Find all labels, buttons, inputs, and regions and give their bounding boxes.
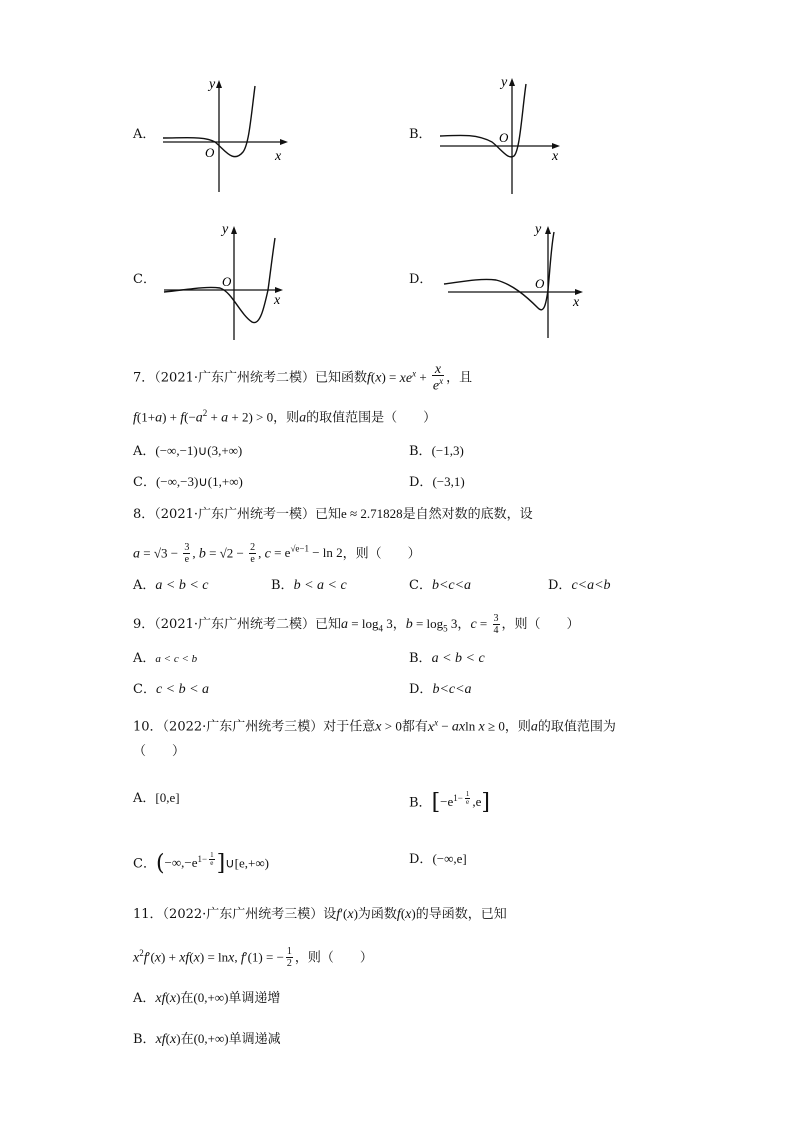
question-9-option-c[interactable]: C．c < b < a <box>133 682 210 697</box>
question-9-stem: 9．（2021·广东广州统考二模）已知$a = \log_4 3$，$b = \log_5 3$，c = $\frac{3}{4}$ ，则（ ） <box>133 613 580 636</box>
question-8-option-d[interactable]: D．c<a<b <box>548 578 611 593</box>
question-9-option-a[interactable]: A．a < c < b <box>133 651 198 666</box>
question-7-condition: $f(1+a) + f(-a^2 + a + 2) > 0$，则a的取值范围是（ ） <box>133 408 437 426</box>
option-d-label: D． <box>409 272 433 287</box>
graph-option-c <box>160 218 295 343</box>
question-8-definitions: a = √3 − $\frac{3}{e}$ , b = √2 − $\frac{2}{e}$ , $c = e^{√e-1} - \ln 2$，则（ ） <box>133 542 421 566</box>
question-9-option-d[interactable]: D．b<c<a <box>409 682 472 697</box>
question-11-stem: 11．（2022·广东广州统考三模）设f′(x)为函数f(x)的导函数，已知 <box>133 906 507 922</box>
question-11-condition: $x^2f'(x) + xf(x) = \ln x$, f′(1) = − $\frac{1}{2}$ ，则（ ） <box>133 946 373 970</box>
question-10-option-a[interactable]: A．[0,e] <box>133 790 180 806</box>
option-b-label: B． <box>409 127 432 142</box>
question-7-option-c[interactable]: C．(−∞,−3)∪(1,+∞) <box>133 474 243 490</box>
question-11-option-a[interactable]: A．xf(x)在(0,+∞)单调递增 <box>133 990 281 1006</box>
x-axis-label: x <box>552 149 559 164</box>
question-7-stem: 7．（2021·广东广州统考二模）已知函数$f(x) = xe^x$ + $\frac{x}{e^x}$ ，且 <box>133 362 473 394</box>
question-11-option-b[interactable]: B．xf(x)在(0,+∞)单调递减 <box>133 1031 281 1047</box>
question-8-stem: 8．（2021·广东广州统考一模）已知e ≈ 2.71828是自然对数的底数，设 <box>133 506 533 522</box>
question-10-paren: （ ） <box>133 744 186 759</box>
origin-label: O <box>205 145 215 160</box>
question-8-option-a[interactable]: A．a < b < c <box>133 578 209 593</box>
question-7-option-b[interactable]: B．(−1,3) <box>409 443 464 459</box>
question-10-stem: 10．（2022·广东广州统考三模）对于任意x > 0都有$x^x - axln$ x ≥ 0，则a的取值范围为 <box>133 717 616 735</box>
x-axis-label: x <box>275 149 282 164</box>
y-axis-label: y <box>209 77 216 92</box>
origin-label: O <box>535 276 545 291</box>
y-axis-label: y <box>501 75 508 90</box>
origin-label: O <box>222 274 232 289</box>
y-axis-label: y <box>222 222 229 237</box>
question-10-option-d[interactable]: D．(−∞,e] <box>409 851 467 867</box>
question-7-option-d[interactable]: D．(−3,1) <box>409 474 465 490</box>
y-axis-label: y <box>535 222 542 237</box>
x-axis-label: x <box>274 293 281 308</box>
x-axis-label: x <box>573 295 580 310</box>
question-10-option-c[interactable]: C．($-\infty,-e^{1- \frac{1}{e}}$ ]∪[e,+∞) <box>133 850 269 876</box>
option-c-label: C． <box>133 272 156 287</box>
question-7-option-a[interactable]: A．(−∞,−1)∪(3,+∞) <box>133 443 243 459</box>
question-8-option-b[interactable]: B．b < a < c <box>271 578 347 593</box>
graph-option-b <box>432 72 572 197</box>
graph-option-a <box>155 72 295 197</box>
origin-label: O <box>499 130 509 145</box>
option-a-label: A． <box>133 127 156 142</box>
graph-option-d <box>440 218 590 343</box>
question-9-option-b[interactable]: B．a < b < c <box>409 651 485 666</box>
question-10-option-b[interactable]: B．[$-e^{1- \frac{1}{e}}$ ,e] <box>409 789 490 815</box>
question-8-option-c[interactable]: C．b<c<a <box>409 578 472 593</box>
